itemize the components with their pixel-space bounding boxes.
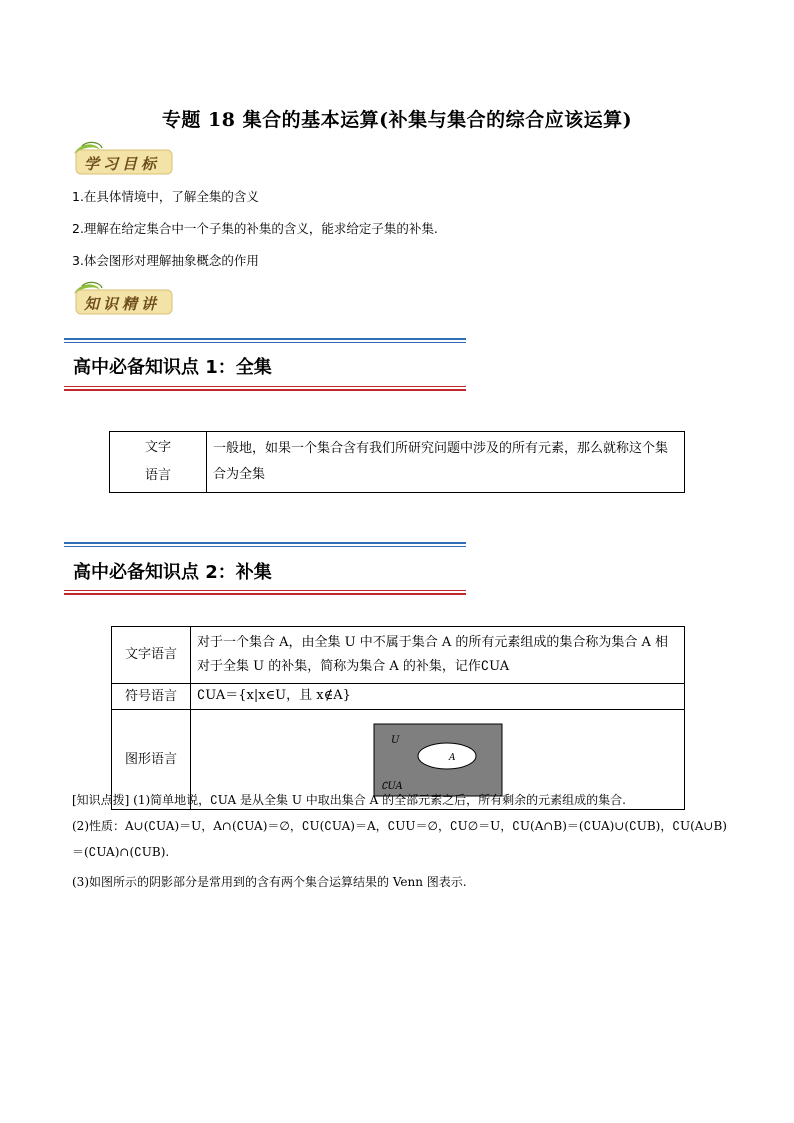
learning-goals-badge [70,140,174,176]
note-line-1: [知识点拨] (1)简单地说，∁UA 是从全集 U 中取出集合 A 的全部元素之后，所有剩余的元素组成的集合. [72,793,626,807]
complement-definition: 对于一个集合 A，由全集 U 中不属于集合 A 的所有元素组成的集合称为集合 A 相对于全集 U 的补集，简称为集合 A 的补集，记作∁UA [191,627,685,684]
graphic-language-label: 图形语言 [112,710,191,810]
symbol-language-label: 符号语言 [112,684,191,710]
set-a-ellipse [418,743,476,769]
page-title: 专题 18 集合的基本运算(补集与集合的综合应该运算) [161,109,633,131]
label-line-2: 语言 [144,468,171,483]
set-a-label: A [448,752,455,763]
note-line-3: ＝(∁UA)∩(∁UB). [72,845,170,859]
section1-bottom-rule [64,386,466,391]
learning-goals-label: 学习目标 [84,155,161,173]
section2-bottom-rule [64,590,466,595]
complement-symbol-expression: ∁UA＝{x|x∈U，且 x∉A} [191,684,685,710]
note-line-2: (2)性质：A∪(∁UA)＝U，A∩(∁UA)＝∅，∁U(∁UA)＝A，∁UU＝∅，∁U∅＝U，∁U(A∩B)＝(∁UA)∪(∁UB)，∁U(A∪B) [72,819,727,833]
section1-heading: 高中必备知识点 1：全集 [73,357,272,378]
section1-top-rule [64,338,466,343]
text-language-label: 文字语言 [112,627,191,684]
venn-diagram [373,723,503,797]
knowledge-badge [70,280,174,316]
universe-label: U [390,734,399,746]
universal-set-table [109,431,685,493]
section2-heading: 高中必备知识点 2：补集 [73,562,272,583]
section2-top-rule [64,542,466,547]
objective-item-1: 1.在具体情境中，了解全集的含义 [72,189,259,204]
objective-item-3: 3.体会图形对理解抽象概念的作用 [72,253,259,268]
knowledge-label: 知识精讲 [84,295,161,313]
universal-set-definition: 一般地，如果一个集合含有我们所研究问题中涉及的所有元素，那么就称这个集合为全集 [207,432,685,493]
objective-item-2: 2.理解在给定集合中一个子集的补集的含义，能求给定子集的补集. [72,221,438,236]
text-language-label [110,432,207,493]
label-line-1: 文字 [144,440,171,455]
complement-table [111,626,685,810]
note-line-4: (3)如图所示的阴影部分是常用到的含有两个集合运算结果的 Venn 图表示. [72,875,467,889]
complement-label: ∁UA [380,780,403,792]
